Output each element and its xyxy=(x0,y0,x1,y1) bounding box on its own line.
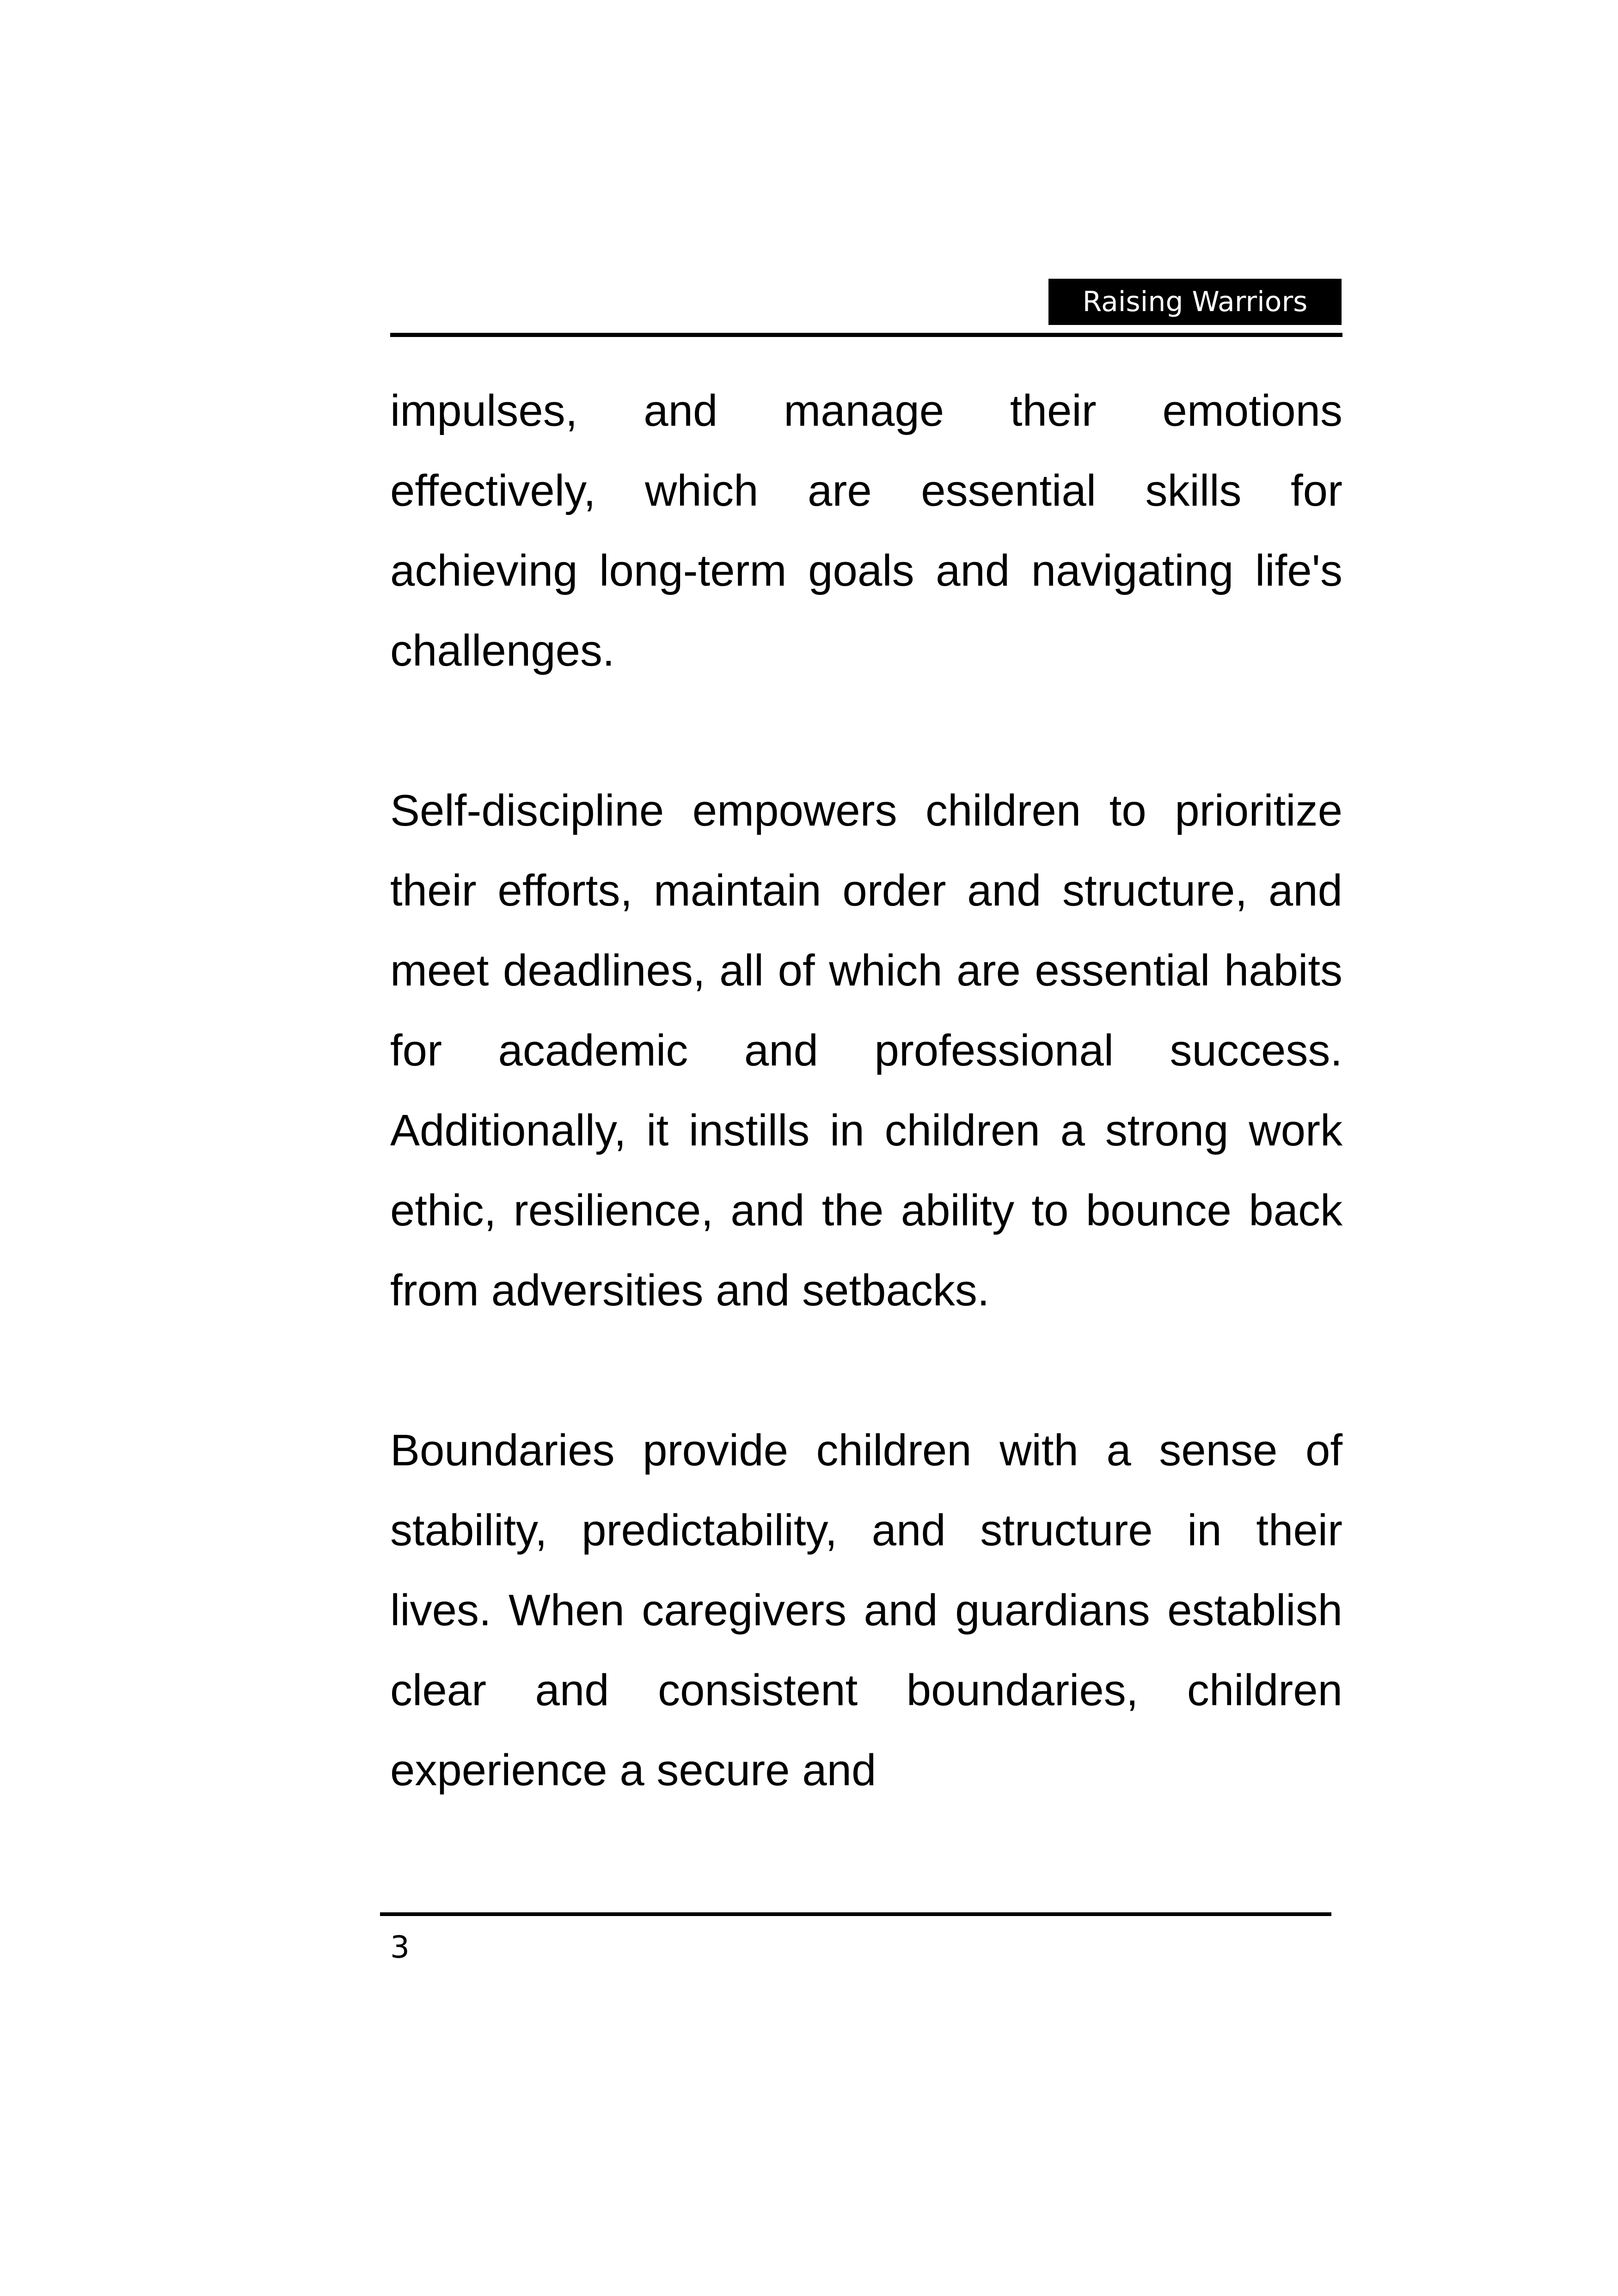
page-body xyxy=(390,371,1342,1810)
page-number: 3 xyxy=(390,1929,410,1965)
header-rule xyxy=(390,333,1342,337)
body-paragraph: Self-discipline empowers children to prioritize their efforts, maintain order and structure, and meet deadlines, all of which are essential habits for academic and professional success. Additionally, it instills in children a strong work ethic, resilience, and the ability to bounce back from adversities and setbacks. xyxy=(390,786,1342,1315)
header-running-title: Raising Warriors xyxy=(1048,279,1342,325)
footer-rule xyxy=(380,1912,1331,1916)
body-paragraph: impulses, and manage their emotions effectively, which are essential skills for achieving long-term goals and navigating life's challenges. xyxy=(390,386,1342,675)
body-paragraph: Boundaries provide children with a sense of stability, predictability, and structure in their lives. When caregivers and guardians establish clear and consistent boundaries, children experience a secure and xyxy=(390,1426,1342,1795)
